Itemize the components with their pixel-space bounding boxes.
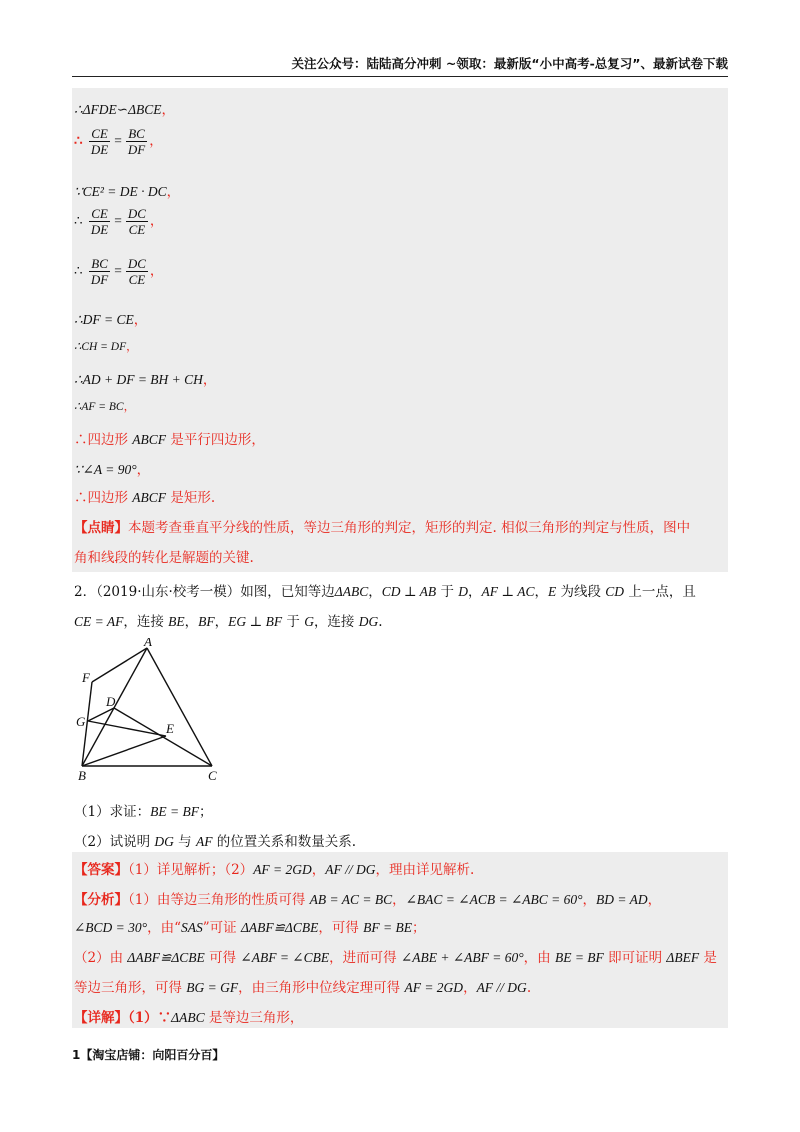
segment-be — [82, 736, 166, 766]
geometry-figure — [70, 638, 240, 788]
shaded-answer-block — [72, 852, 728, 1028]
proof-line-5: ∴ $\frac{BC}{DF}$ = $\frac{DC}{CE}$ ， — [74, 256, 164, 287]
label-c: C — [208, 768, 217, 783]
fraction: $\frac{DC}{CE}$ — [127, 256, 146, 287]
problem2-line-1: 2．（2019·山东·校考一模）如图，已知等边ΔABC，CD ⊥ AB 于 D，AF ⊥ AC，E 为线段 CD 上一点，且 — [74, 584, 696, 600]
proof-line-1: ∴ΔFDE∽ΔBCE， — [74, 102, 175, 118]
comment-line-2: 角和线段的转化是解题的关键. — [74, 550, 254, 566]
proof-line-2: ∴ $\frac{CE}{DE}$ = $\frac{BC}{DF}$ ， — [74, 126, 163, 157]
analysis-line-3: （2）由 ΔABF≌ΔCBE 可得 ∠ABF = ∠CBE，进而可得 ∠ABE + ∠ABF = 60°，由 BE = BF 即可证明 ΔBEF 是 — [74, 950, 717, 966]
answer-line: 【答案】（1）详见解析；（2）AF = 2GD，AF // DG，理由详见解析. — [74, 862, 475, 878]
proof-line-3: ∵CE² = DE · DC， — [74, 184, 181, 200]
label-a: A — [144, 638, 152, 649]
segment-ca — [147, 648, 212, 766]
question-1: （1）求证：BE = BF； — [74, 804, 213, 820]
header-text: 关注公众号：陆陆高分冲刺 ~领取：最新版“小中高考-总复习”、最新试卷下载 — [291, 56, 728, 71]
proof-line-11: ∵∠A = 90°， — [74, 462, 151, 478]
analysis-line-2: ∠BCD = 30°，由“SAS”可证 ΔABF≌ΔCBE，可得 BF = BE； — [74, 920, 426, 936]
proof-line-7: ∴CH = DF， — [74, 339, 138, 353]
fraction: $\frac{BC}{DF}$ — [90, 256, 109, 287]
label-d: D — [106, 694, 116, 709]
label-f: F — [82, 670, 90, 685]
page-header — [72, 54, 728, 77]
fraction: $\frac{BC}{DF}$ — [127, 126, 146, 157]
analysis-line-4: 等边三角形，可得 BG = GF，由三角形中位线定理可得 AF = 2GD，AF // DG. — [74, 980, 532, 996]
analysis-line-1: 【分析】（1）由等边三角形的性质可得 AB = AC = BC，∠BAC = ∠ACB = ∠ABC = 60°，BD = AD， — [74, 892, 662, 908]
label-g: G — [76, 714, 86, 729]
segment-af — [92, 648, 147, 682]
proof-line-9: ∴AF = BC， — [74, 399, 136, 413]
detail-line: 【详解】（1）∵ΔABC 是等边三角形， — [74, 1010, 304, 1026]
fraction: $\frac{DC}{CE}$ — [127, 206, 146, 237]
label-e: E — [166, 721, 174, 736]
label-b: B — [78, 768, 86, 783]
fraction: $\frac{CE}{DE}$ — [90, 206, 109, 237]
proof-line-8: ∴AD + DF = BH + CH， — [74, 372, 217, 388]
fraction: $\frac{CE}{DE}$ — [90, 126, 109, 157]
footer-text: 1【淘宝店铺：向阳百分百】 — [72, 1048, 225, 1062]
comment-line-1: 【点睛】本题考查垂直平分线的性质，等边三角形的判定，矩形的判定. 相似三角形的判定与性质，图中 — [74, 520, 691, 536]
proof-line-10: ∴四边形 ABCF 是平行四边形， — [74, 432, 265, 448]
proof-line-4: ∴ $\frac{CE}{DE}$ = $\frac{DC}{CE}$ ， — [74, 206, 164, 237]
problem2-line-2: CE = AF，连接 BE，BF，EG ⊥ BF 于 G，连接 DG. — [74, 614, 383, 630]
proof-line-6: ∴DF = CE， — [74, 312, 148, 328]
proof-line-12: ∴四边形 ABCF 是矩形. — [74, 490, 216, 506]
question-2: （2）试说明 DG 与 AF 的位置关系和数量关系. — [74, 834, 357, 850]
page-footer — [72, 1046, 224, 1063]
